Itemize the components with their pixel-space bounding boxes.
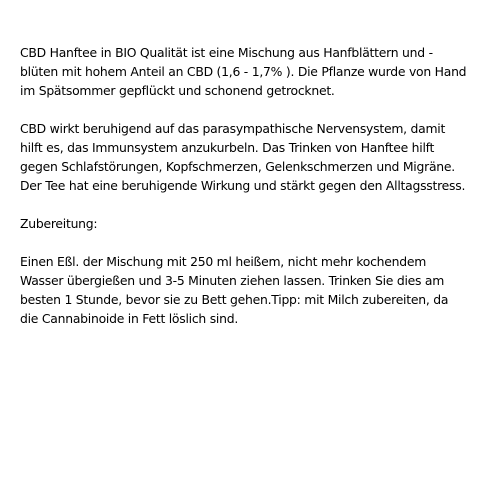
paragraph-effects bbox=[20, 119, 490, 195]
text-line: besten 1 Stunde, bevor sie zu Bett gehen.Tipp: mit Milch zubereiten, da bbox=[20, 292, 449, 307]
text-line: blüten mit hohem Anteil an CBD (1,6 - 1,7% ). Die Pflanze wurde von Hand bbox=[20, 64, 467, 79]
text-line: Der Tee hat eine beruhigende Wirkung und stärkt gegen den Alltagsstress. bbox=[20, 178, 466, 193]
text-line: im Spätsommer gepflückt und schonend getrocknet. bbox=[20, 83, 335, 98]
text-line: Einen Eßl. der Mischung mit 250 ml heißem, nicht mehr kochendem bbox=[20, 254, 427, 269]
text-line: CBD Hanftee in BIO Qualität ist eine Mischung aus Hanfblättern und - bbox=[20, 45, 433, 60]
text-line: gegen Schlafstörungen, Kopfschmerzen, Gelenkschmerzen und Migräne. bbox=[20, 159, 455, 174]
section-heading-preparation bbox=[20, 214, 490, 233]
paragraph-product-description bbox=[20, 43, 490, 100]
document-body bbox=[20, 43, 490, 347]
text-line: Wasser übergießen und 3-5 Minuten ziehen lassen. Trinken Sie dies am bbox=[20, 273, 445, 288]
text-line: CBD wirkt beruhigend auf das parasympathische Nervensystem, damit bbox=[20, 121, 446, 136]
text-line: die Cannabinoide in Fett löslich sind. bbox=[20, 311, 239, 326]
heading-text: Zubereitung: bbox=[20, 216, 98, 231]
text-line: hilft es, das Immunsystem anzukurbeln. Das Trinken von Hanftee hilft bbox=[20, 140, 435, 155]
paragraph-preparation-instructions bbox=[20, 252, 490, 328]
